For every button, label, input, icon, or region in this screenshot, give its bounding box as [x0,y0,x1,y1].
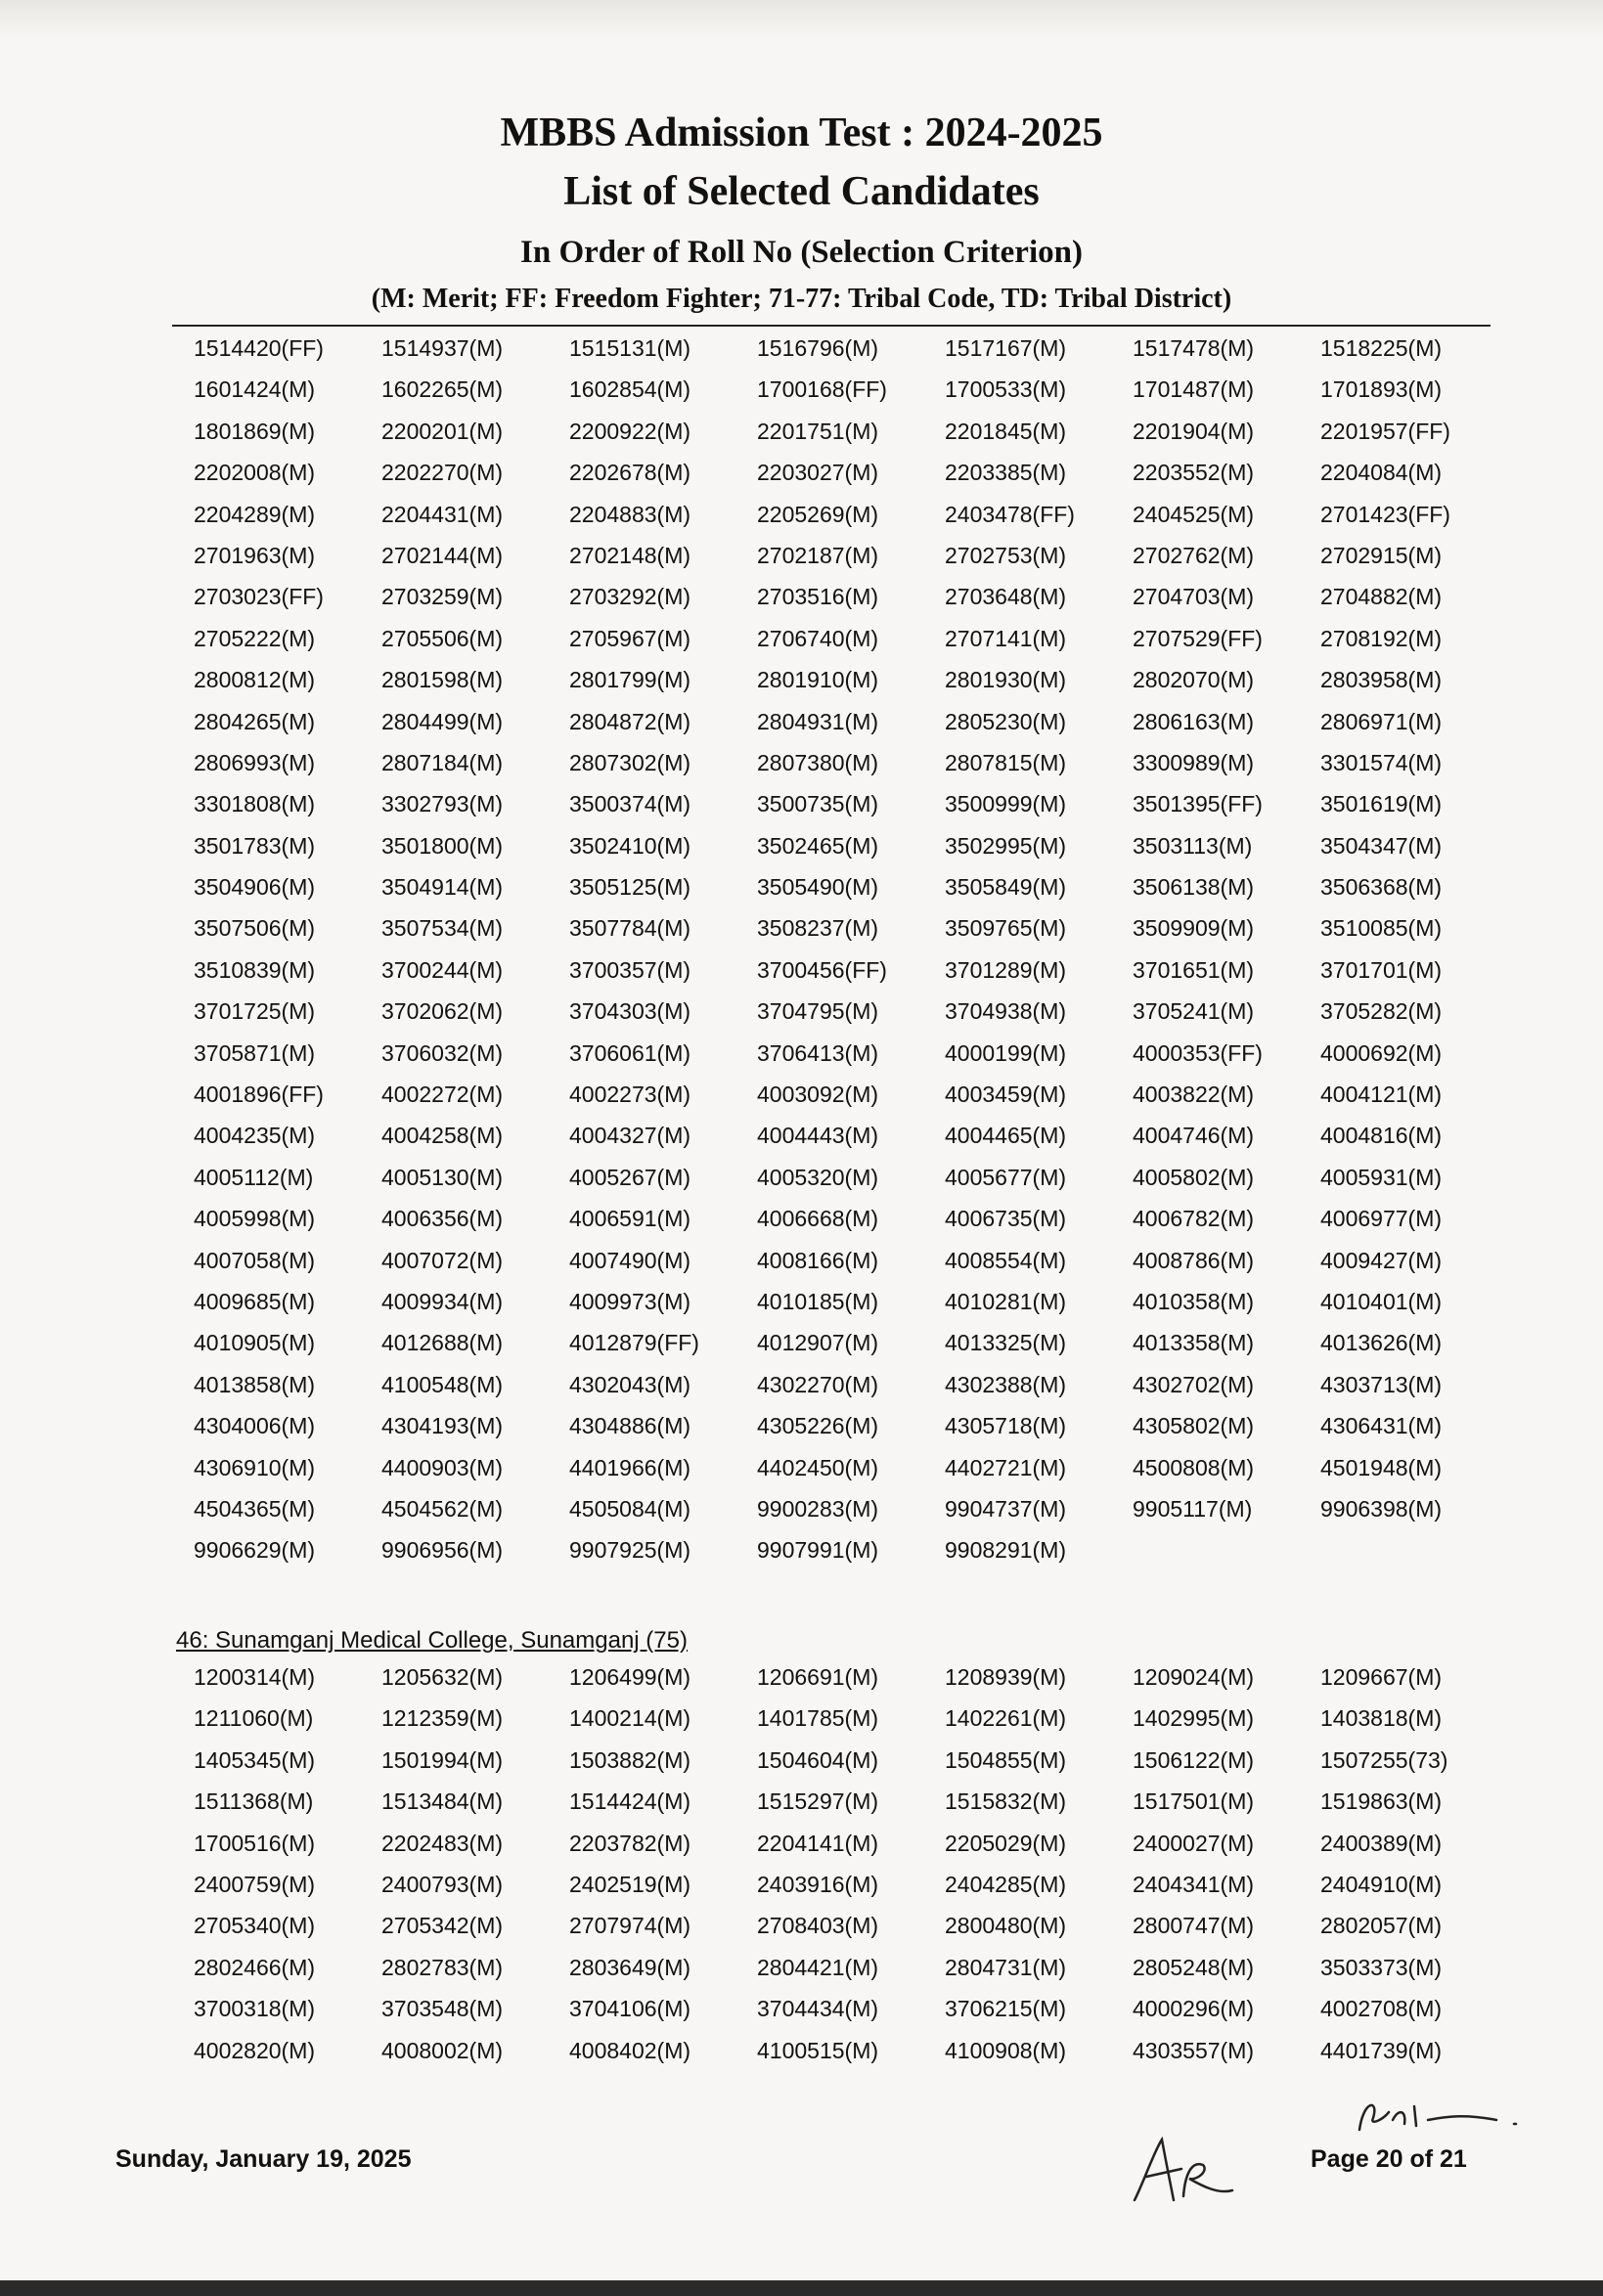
roll-number-cell: 2805230(M) [945,708,1067,734]
roll-number-cell: 3504914(M) [381,874,504,901]
roll-number-cell: 2803958(M) [1320,667,1443,693]
roll-number-cell: 2804872(M) [569,708,691,734]
roll-number-cell: 2807302(M) [569,749,691,775]
roll-number-cell: 3703548(M) [381,1996,504,2022]
roll-number-cell: 3500374(M) [569,791,691,817]
roll-number-cell: 4401739(M) [1320,2037,1443,2063]
roll-number-cell: 2403478(FF) [945,501,1075,527]
roll-number-cell: 3506138(M) [1133,874,1255,901]
roll-number-cell: 4007490(M) [569,1247,691,1273]
roll-number-cell: 4012688(M) [381,1330,504,1356]
roll-number-cell: 2807815(M) [945,749,1067,775]
roll-number-cell: 4005267(M) [569,1164,691,1190]
roll-number-cell: 4010281(M) [945,1288,1067,1314]
roll-number-cell: 4010358(M) [1133,1288,1255,1314]
college-heading: 46: Sunamganj Medical College, Sunamganj (75) [176,1627,688,1654]
roll-number-cell: 3704106(M) [569,1996,691,2022]
roll-number-cell: 4504562(M) [381,1495,504,1522]
roll-number-cell: 2704882(M) [1320,584,1443,610]
roll-number-cell: 2804931(M) [757,708,879,734]
roll-number-cell: 3300989(M) [1133,749,1255,775]
roll-number-cell: 2204883(M) [569,501,691,527]
roll-number-cell: 2205029(M) [945,1830,1067,1856]
roll-number-cell: 3705871(M) [194,1039,316,1066]
roll-number-cell: 4009427(M) [1320,1247,1443,1273]
roll-number-cell: 4304886(M) [569,1413,691,1439]
roll-number-cell: 9908291(M) [945,1537,1067,1564]
roll-number-cell: 2708192(M) [1320,625,1443,651]
roll-number-cell: 3505849(M) [945,874,1067,901]
roll-number-cell: 3505490(M) [757,874,879,901]
roll-number-cell: 2707141(M) [945,625,1067,651]
roll-number-cell: 2204431(M) [381,501,504,527]
roll-number-cell: 1200314(M) [194,1664,316,1690]
roll-number-cell: 4000296(M) [1133,1996,1255,2022]
roll-number-cell: 4100548(M) [381,1371,504,1397]
roll-number-cell: 3508237(M) [757,915,879,942]
roll-number-cell: 2404341(M) [1133,1871,1255,1897]
roll-number-cell: 2202678(M) [569,460,691,486]
roll-number-cell: 1208939(M) [945,1664,1067,1690]
roll-number-cell: 1211060(M) [194,1705,314,1732]
roll-number-cell: 4304193(M) [381,1413,504,1439]
roll-number-cell: 2806163(M) [1133,708,1255,734]
roll-number-cell: 4008402(M) [569,2037,691,2063]
roll-number-cell: 2801910(M) [757,667,879,693]
roll-number-cell: 3501619(M) [1320,791,1443,817]
roll-number-cell: 1206499(M) [569,1664,691,1690]
roll-number-cell: 4006977(M) [1320,1206,1443,1232]
roll-number-cell: 4006735(M) [945,1206,1067,1232]
roll-number-cell: 3506368(M) [1320,874,1443,901]
roll-number-cell: 2703023(FF) [194,584,324,610]
roll-number-cell: 4305802(M) [1133,1413,1255,1439]
roll-number-cell: 4400903(M) [381,1454,504,1480]
roll-number-cell: 4100515(M) [757,2037,879,2063]
roll-number-cell: 2800812(M) [194,667,316,693]
roll-number-cell: 3700456(FF) [757,956,887,983]
roll-number-cell: 4302702(M) [1133,1371,1255,1397]
roll-number-cell: 3704434(M) [757,1996,879,2022]
order-note: In Order of Roll No (Selection Criterion) [520,235,1083,270]
roll-number-cell: 2203385(M) [945,460,1067,486]
roll-number-cell: 4005931(M) [1320,1164,1443,1190]
roll-number-cell: 2701423(FF) [1320,501,1450,527]
roll-number-cell: 4013858(M) [194,1371,316,1397]
footer-date: Sunday, January 19, 2025 [115,2145,412,2173]
roll-number-cell: 4305226(M) [757,1413,879,1439]
roll-number-cell: 3509765(M) [945,915,1067,942]
roll-number-cell: 3706061(M) [569,1039,691,1066]
document-subtitle: List of Selected Candidates [563,169,1040,214]
roll-number-cell: 4008554(M) [945,1247,1067,1273]
roll-number-cell: 2201904(M) [1133,418,1255,444]
roll-number-cell: 1503882(M) [569,1746,691,1773]
roll-number-cell: 2204289(M) [194,501,316,527]
roll-number-cell: 2703259(M) [381,584,504,610]
roll-number-cell: 2202483(M) [381,1830,504,1856]
roll-number-cell: 3507506(M) [194,915,316,942]
roll-number-cell: 2400759(M) [194,1871,316,1897]
roll-number-cell: 2800747(M) [1133,1913,1255,1939]
roll-number-cell: 9906629(M) [194,1537,316,1564]
roll-number-cell: 2706740(M) [757,625,879,651]
roll-number-cell: 1401785(M) [757,1705,879,1732]
roll-number-cell: 1701487(M) [1133,376,1255,403]
roll-number-cell: 4005802(M) [1133,1164,1255,1190]
roll-number-cell: 4004258(M) [381,1123,504,1149]
roll-number-cell: 1209667(M) [1320,1664,1443,1690]
roll-number-cell: 4003822(M) [1133,1082,1255,1108]
roll-number-cell: 4302388(M) [945,1371,1067,1397]
roll-number-cell: 9905117(M) [1133,1495,1253,1522]
roll-number-cell: 2708403(M) [757,1913,879,1939]
roll-number-cell: 3504347(M) [1320,832,1443,859]
roll-number-cell: 3704938(M) [945,998,1067,1025]
roll-number-cell: 1514937(M) [381,335,504,361]
roll-number-cell: 9906956(M) [381,1537,504,1564]
roll-number-cell: 4013626(M) [1320,1330,1443,1356]
roll-number-cell: 4010905(M) [194,1330,316,1356]
roll-number-cell: 2703292(M) [569,584,691,610]
roll-number-cell: 2204141(M) [757,1830,879,1856]
roll-number-cell: 4012879(FF) [569,1330,699,1356]
roll-number-cell: 2804421(M) [757,1954,879,1980]
roll-number-cell: 3503373(M) [1320,1954,1443,1980]
roll-number-cell: 2704703(M) [1133,584,1255,610]
roll-number-cell: 4303557(M) [1133,2037,1255,2063]
roll-number-cell: 2205269(M) [757,501,879,527]
roll-number-cell: 2403916(M) [757,1871,879,1897]
roll-number-cell: 4004746(M) [1133,1123,1255,1149]
roll-number-cell: 2707529(FF) [1133,625,1263,651]
roll-number-cell: 1514424(M) [569,1788,691,1815]
roll-number-cell: 2705506(M) [381,625,504,651]
roll-number-cell: 3700318(M) [194,1996,316,2022]
roll-number-cell: 4005320(M) [757,1164,879,1190]
roll-number-cell: 2800480(M) [945,1913,1067,1939]
roll-number-cell: 2200922(M) [569,418,691,444]
roll-number-cell: 3510085(M) [1320,915,1443,942]
roll-number-cell: 1511368(M) [194,1788,314,1815]
roll-number-cell: 1515832(M) [945,1788,1067,1815]
roll-number-cell: 4003459(M) [945,1082,1067,1108]
roll-number-cell: 4008002(M) [381,2037,504,2063]
roll-number-cell: 9906398(M) [1320,1495,1443,1522]
roll-number-cell: 2705222(M) [194,625,316,651]
roll-number-cell: 9907991(M) [757,1537,879,1564]
roll-number-cell: 1801869(M) [194,418,316,444]
roll-number-cell: 3502995(M) [945,832,1067,859]
roll-number-cell: 3510839(M) [194,956,316,983]
roll-number-cell: 1403818(M) [1320,1705,1443,1732]
roll-number-cell: 3704303(M) [569,998,691,1025]
roll-number-cell: 4004465(M) [945,1123,1067,1149]
roll-list-continued [194,333,1494,1577]
roll-number-cell: 2702148(M) [569,542,691,568]
roll-number-cell: 2404525(M) [1133,501,1255,527]
roll-number-cell: 2804499(M) [381,708,504,734]
roll-number-cell: 2803649(M) [569,1954,691,1980]
roll-number-cell: 4007058(M) [194,1247,316,1273]
roll-number-cell: 1206691(M) [757,1664,879,1690]
roll-number-cell: 3504906(M) [194,874,316,901]
roll-number-cell: 3701701(M) [1320,956,1443,983]
roll-number-cell: 2402519(M) [569,1871,691,1897]
code-legend: (M: Merit; FF: Freedom Fighter; 71-77: Tribal Code, TD: Tribal District) [371,284,1232,314]
roll-number-cell: 2702144(M) [381,542,504,568]
roll-number-cell: 2701963(M) [194,542,316,568]
roll-number-cell: 4008166(M) [757,1247,879,1273]
roll-number-cell: 2702915(M) [1320,542,1443,568]
roll-number-cell: 1602265(M) [381,376,504,403]
roll-number-cell: 4004121(M) [1320,1082,1443,1108]
roll-number-cell: 4005677(M) [945,1164,1067,1190]
roll-number-cell: 4304006(M) [194,1413,316,1439]
roll-number-cell: 1515297(M) [757,1788,879,1815]
roll-number-cell: 1517167(M) [945,335,1067,361]
roll-number-cell: 9904737(M) [945,1495,1067,1522]
roll-number-cell: 4009973(M) [569,1288,691,1314]
roll-number-cell: 4303713(M) [1320,1371,1443,1397]
roll-number-cell: 2702762(M) [1133,542,1255,568]
roll-number-cell: 1516796(M) [757,335,879,361]
roll-number-cell: 3706215(M) [945,1996,1067,2022]
signature-mark [1350,2091,1526,2140]
roll-number-cell: 2400793(M) [381,1871,504,1897]
roll-number-cell: 2806971(M) [1320,708,1443,734]
roll-number-cell: 4505084(M) [569,1495,691,1522]
roll-number-cell: 3705282(M) [1320,998,1443,1025]
roll-number-cell: 4006591(M) [569,1206,691,1232]
roll-number-cell: 1501994(M) [381,1746,504,1773]
roll-number-cell: 3501800(M) [381,832,504,859]
roll-number-cell: 3701651(M) [1133,956,1255,983]
roll-number-cell: 4500808(M) [1133,1454,1255,1480]
roll-number-cell: 4006356(M) [381,1206,504,1232]
roll-number-cell: 2707974(M) [569,1913,691,1939]
roll-number-cell: 2805248(M) [1133,1954,1255,1980]
roll-number-cell: 2201957(FF) [1320,418,1450,444]
roll-number-cell: 1602854(M) [569,376,691,403]
roll-number-cell: 1513484(M) [381,1788,504,1815]
roll-number-cell: 3505125(M) [569,874,691,901]
roll-number-cell: 2404285(M) [945,1871,1067,1897]
roll-number-cell: 3500735(M) [757,791,879,817]
roll-number-cell: 4306431(M) [1320,1413,1443,1439]
roll-number-cell: 4009934(M) [381,1288,504,1314]
roll-number-cell: 4402721(M) [945,1454,1067,1480]
roll-number-cell: 1601424(M) [194,376,316,403]
initials-signature [1125,2132,1242,2210]
roll-number-cell: 2801799(M) [569,667,691,693]
roll-number-cell: 2201751(M) [757,418,879,444]
roll-number-cell: 1402261(M) [945,1705,1067,1732]
roll-number-cell: 2703516(M) [757,584,879,610]
roll-number-cell: 1517478(M) [1133,335,1255,361]
roll-number-cell: 3700357(M) [569,956,691,983]
roll-number-cell: 2802466(M) [194,1954,316,1980]
roll-number-cell: 1504604(M) [757,1746,879,1773]
roll-number-cell: 4013325(M) [945,1330,1067,1356]
roll-number-cell: 3704795(M) [757,998,879,1025]
roll-number-cell: 4401966(M) [569,1454,691,1480]
roll-number-cell: 3502465(M) [757,832,879,859]
roll-number-cell: 3500999(M) [945,791,1067,817]
roll-number-cell: 4004327(M) [569,1123,691,1149]
roll-number-cell: 2802783(M) [381,1954,504,1980]
roll-number-cell: 4013358(M) [1133,1330,1255,1356]
header-rule [172,325,1491,327]
roll-number-cell: 4305718(M) [945,1413,1067,1439]
roll-number-cell: 1701893(M) [1320,376,1443,403]
roll-number-cell: 3301808(M) [194,791,316,817]
roll-number-cell: 2404910(M) [1320,1871,1443,1897]
roll-number-cell: 3507784(M) [569,915,691,942]
roll-number-cell: 3503113(M) [1133,832,1253,859]
scan-bottom-edge [0,2280,1603,2296]
roll-number-cell: 4002273(M) [569,1082,691,1108]
roll-number-cell: 2400027(M) [1133,1830,1255,1856]
roll-number-cell: 2703648(M) [945,584,1067,610]
roll-number-cell: 2804265(M) [194,708,316,734]
roll-number-cell: 3301574(M) [1320,749,1443,775]
roll-number-cell: 1209024(M) [1133,1664,1255,1690]
roll-number-cell: 4002272(M) [381,1082,504,1108]
roll-number-cell: 4002708(M) [1320,1996,1443,2022]
roll-number-cell: 4003092(M) [757,1082,879,1108]
roll-number-cell: 2203027(M) [757,460,879,486]
roll-number-cell: 2204084(M) [1320,460,1443,486]
roll-number-cell: 4007072(M) [381,1247,504,1273]
roll-number-cell: 4004443(M) [757,1123,879,1149]
roll-number-cell: 4504365(M) [194,1495,316,1522]
roll-number-cell: 1519863(M) [1320,1788,1443,1815]
roll-number-cell: 4005998(M) [194,1206,316,1232]
roll-number-cell: 3701289(M) [945,956,1067,983]
roll-number-cell: 2201845(M) [945,418,1067,444]
roll-number-cell: 2705342(M) [381,1913,504,1939]
roll-number-cell: 4306910(M) [194,1454,316,1480]
roll-number-cell: 4010401(M) [1320,1288,1443,1314]
roll-number-cell: 3502410(M) [569,832,691,859]
roll-list-sunamganj [194,1662,1494,2077]
roll-number-cell: 2702753(M) [945,542,1067,568]
roll-number-cell: 4302043(M) [569,1371,691,1397]
roll-number-cell: 2802057(M) [1320,1913,1443,1939]
roll-number-cell: 3501395(FF) [1133,791,1263,817]
roll-number-cell: 3706413(M) [757,1039,879,1066]
roll-number-cell: 3706032(M) [381,1039,504,1066]
roll-number-cell: 1212359(M) [381,1705,504,1732]
roll-number-cell: 4000353(FF) [1133,1039,1263,1066]
roll-number-cell: 4006782(M) [1133,1206,1255,1232]
roll-number-cell: 3302793(M) [381,791,504,817]
roll-number-cell: 4005130(M) [381,1164,504,1190]
roll-number-cell: 3702062(M) [381,998,504,1025]
roll-number-cell: 2702187(M) [757,542,879,568]
roll-number-cell: 1700516(M) [194,1830,316,1856]
roll-number-cell: 1507255(73) [1320,1746,1448,1773]
roll-number-cell: 1700168(FF) [757,376,887,403]
roll-number-cell: 4001896(FF) [194,1082,324,1108]
roll-number-cell: 2203552(M) [1133,460,1255,486]
roll-number-cell: 2801598(M) [381,667,504,693]
roll-number-cell: 9907925(M) [569,1537,691,1564]
roll-number-cell: 3701725(M) [194,998,316,1025]
roll-number-cell: 2200201(M) [381,418,504,444]
roll-number-cell: 4501948(M) [1320,1454,1443,1480]
roll-number-cell: 1518225(M) [1320,335,1443,361]
roll-number-cell: 3501783(M) [194,832,316,859]
roll-number-cell: 4008786(M) [1133,1247,1255,1273]
roll-number-cell: 2802070(M) [1133,667,1255,693]
roll-number-cell: 4004235(M) [194,1123,316,1149]
roll-number-cell: 3507534(M) [381,915,504,942]
roll-number-cell: 4302270(M) [757,1371,879,1397]
roll-number-cell: 4006668(M) [757,1206,879,1232]
roll-number-cell: 4000692(M) [1320,1039,1443,1066]
roll-number-cell: 1205632(M) [381,1664,504,1690]
roll-number-cell: 2202008(M) [194,460,316,486]
page-number: Page 20 of 21 [1311,2145,1467,2173]
roll-number-cell: 4100908(M) [945,2037,1067,2063]
roll-number-cell: 3705241(M) [1133,998,1255,1025]
roll-number-cell: 1514420(FF) [194,335,324,361]
roll-number-cell: 4402450(M) [757,1454,879,1480]
roll-number-cell: 1517501(M) [1133,1788,1255,1815]
roll-number-cell: 2400389(M) [1320,1830,1443,1856]
roll-number-cell: 9900283(M) [757,1495,879,1522]
roll-number-cell: 1515131(M) [569,335,691,361]
roll-number-cell: 4009685(M) [194,1288,316,1314]
roll-number-cell: 4000199(M) [945,1039,1067,1066]
roll-number-cell: 2804731(M) [945,1954,1067,1980]
roll-number-cell: 1506122(M) [1133,1746,1255,1773]
roll-number-cell: 2807380(M) [757,749,879,775]
roll-number-cell: 2203782(M) [569,1830,691,1856]
roll-number-cell: 2202270(M) [381,460,504,486]
roll-number-cell: 4002820(M) [194,2037,316,2063]
roll-number-cell: 1400214(M) [569,1705,691,1732]
roll-number-cell: 2801930(M) [945,667,1067,693]
roll-number-cell: 2705340(M) [194,1913,316,1939]
roll-number-cell: 3700244(M) [381,956,504,983]
roll-number-cell: 1700533(M) [945,376,1067,403]
roll-number-cell: 1504855(M) [945,1746,1067,1773]
roll-number-cell: 2806993(M) [194,749,316,775]
scan-shadow [0,0,1603,39]
roll-number-cell: 4005112(M) [194,1164,314,1190]
roll-number-cell: 2705967(M) [569,625,691,651]
roll-number-cell: 4010185(M) [757,1288,879,1314]
roll-number-cell: 1405345(M) [194,1746,316,1773]
roll-number-cell: 2807184(M) [381,749,504,775]
roll-number-cell: 4004816(M) [1320,1123,1443,1149]
roll-number-cell: 3509909(M) [1133,915,1255,942]
roll-number-cell: 1402995(M) [1133,1705,1255,1732]
document-title: MBBS Admission Test : 2024-2025 [500,110,1103,155]
roll-number-cell: 4012907(M) [757,1330,879,1356]
